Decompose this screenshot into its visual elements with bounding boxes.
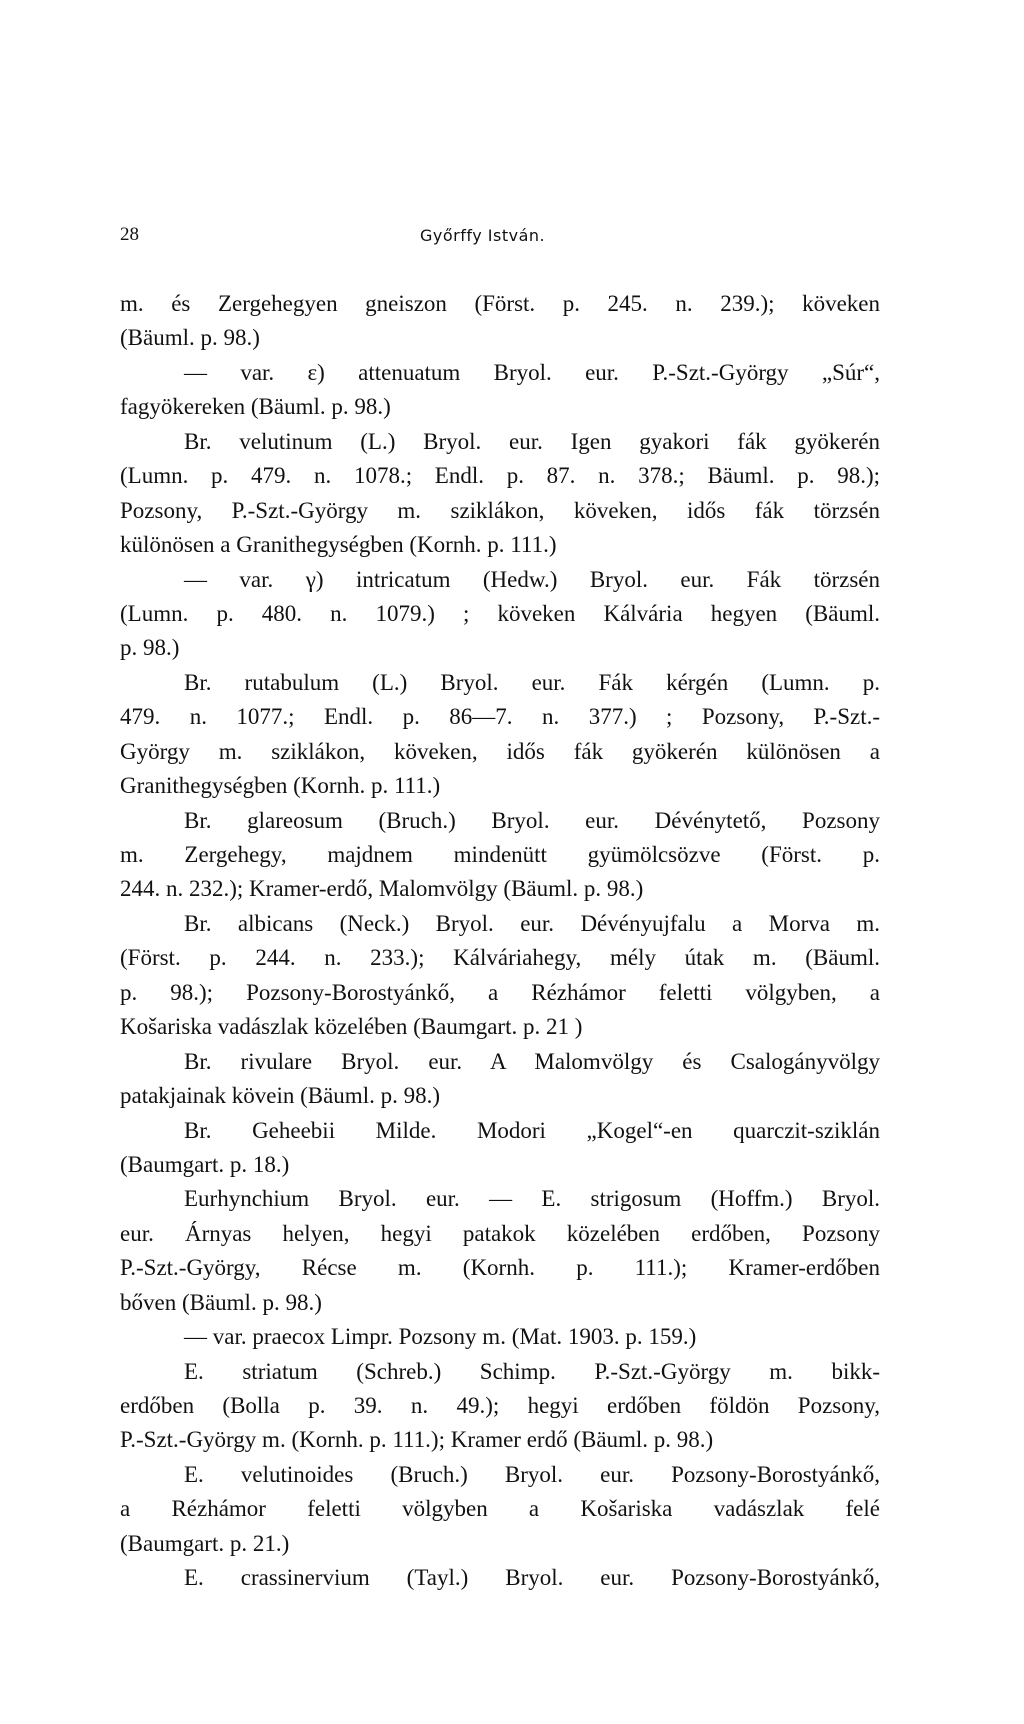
text-line: 479. n. 1077.; Endl. p. 86—7. n. 377.) ; Pozsony, P.-Szt.- [120,704,880,730]
text-line: E. velutinoides (Bruch.) Bryol. eur. Pozsony-Borostyánkő, [184,1461,880,1487]
text-line: m. Zergehegy, majdnem mindenütt gyümölcsözve (Först. p. [120,842,880,867]
text-line: (Baumgart. p. 21.) [120,1530,290,1556]
text-line: P.-Szt.-György, Récse m. (Kornh. p. 111.); Kramer-erdőben [120,1255,880,1281]
text-line: Granithegységben (Kornh. p. 111.) [120,773,441,799]
text-line: Br. velutinum (L.) Bryol. eur. Igen gyakori fák gyökerén [184,428,880,454]
page-header [120,224,880,254]
text-line: p. 98.) [120,635,180,661]
text-line: Br. rutabulum (L.) Bryol. eur. Fák kérgén (Lumn. p. [184,669,880,695]
text-line: Eurhynchium Bryol. eur. — E. strigosum (Hoffm.) Bryol. [184,1186,880,1212]
text-line: — var. ε) attenuatum Bryol. eur. P.-Szt.-György „Súr“, [184,359,880,385]
text-line: György m. sziklákon, köveken, idős fák gyökerén különösen a [120,738,880,764]
text-line: Košariska vadászlak közelében (Baumgart. p. 21 ) [120,1014,583,1040]
text-line: (Först. p. 244. n. 233.); Kálváriahegy, mély útak m. (Bäuml. [120,945,880,971]
text-line: E. crassinervium (Tayl.) Bryol. eur. Pozsony-Borostyánkő, [184,1565,880,1591]
text-line: patakjainak kövein (Bäuml. p. 98.) [120,1083,441,1109]
text-line: P.-Szt.-György m. (Kornh. p. 111.); Kramer erdő (Bäuml. p. 98.) [120,1427,714,1453]
text-line: (Bäuml. p. 98.) [120,325,260,351]
text-line: E. striatum (Schreb.) Schimp. P.-Szt.-György m. bikk- [184,1358,880,1384]
text-line: — var. γ) intricatum (Hedw.) Bryol. eur. Fák törzsén [184,566,880,592]
text-line: p. 98.); Pozsony-Borostyánkő, a Rézhámor feletti völgyben, a [120,979,880,1005]
text-line: — var. praecox Limpr. Pozsony m. (Mat. 1903. p. 159.) [184,1324,697,1350]
text-line: erdőben (Bolla p. 39. n. 49.); hegyi erdőben földön Pozsony, [120,1393,880,1418]
text-line: Br. Geheebii Milde. Modori „Kogel“-en quarczit-sziklán [184,1117,880,1143]
text-line: bőven (Bäuml. p. 98.) [120,1289,322,1315]
running-head: Győrffy István. [420,226,546,245]
text-line: eur. Árnyas helyen, hegyi patakok közelében erdőben, Pozsony [120,1220,880,1246]
body-text [120,287,880,1596]
text-line: Br. albicans (Neck.) Bryol. eur. Dévényujfalu a Morva m. [184,910,880,936]
text-line: Pozsony, P.-Szt.-György m. sziklákon, köveken, idős fák törzsén [120,497,880,523]
text-line: Br. glareosum (Bruch.) Bryol. eur. Dévénytető, Pozsony [184,807,880,833]
text-line: fagyökereken (Bäuml. p. 98.) [120,394,391,420]
text-line: a Rézhámor feletti völgyben a Košariska vadászlak felé [120,1496,880,1522]
text-line: (Baumgart. p. 18.) [120,1151,290,1177]
text-line: Br. rivulare Bryol. eur. A Malomvölgy és Csalogányvölgy [184,1048,880,1074]
text-line: (Lumn. p. 480. n. 1079.) ; köveken Kálvária hegyen (Bäuml. [120,600,880,626]
text-line: 244. n. 232.); Kramer-erdő, Malomvölgy (Bäuml. p. 98.) [120,876,644,902]
text-line: különösen a Granithegységben (Kornh. p. 111.) [120,532,557,558]
page-number: 28 [120,224,139,245]
text-line: m. és Zergehegyen gneiszon (Först. p. 245. n. 239.); köveken [120,291,880,316]
text-line: (Lumn. p. 479. n. 1078.; Endl. p. 87. n. 378.; Bäuml. p. 98.); [120,463,880,489]
